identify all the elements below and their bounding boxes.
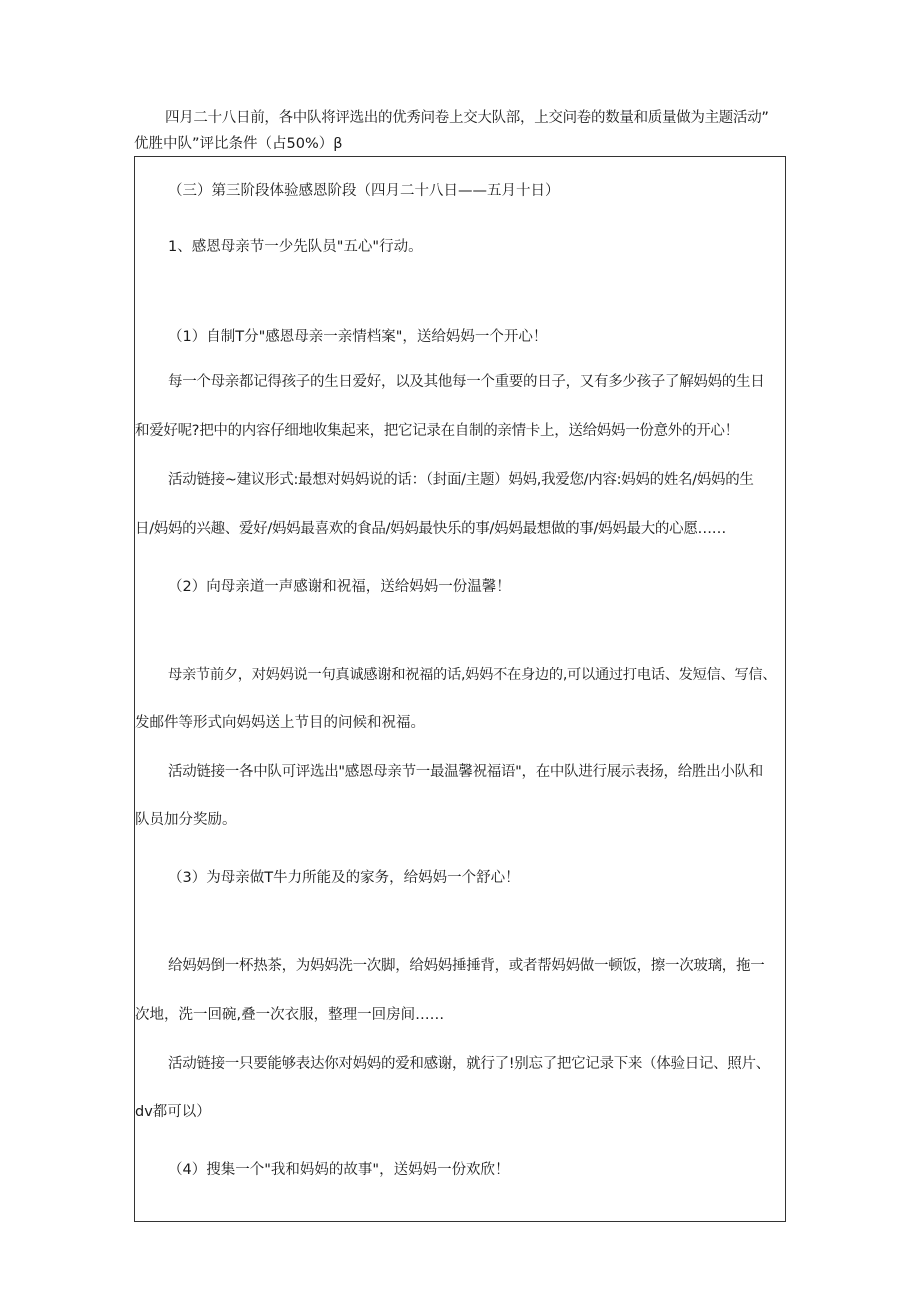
content-box — [134, 156, 786, 1222]
sub-2-para-line-1: 母亲节前夕，对妈妈说一句真诚感谢和祝福的话,妈妈不在身边的,可以通过打电话、发短信、写信、 — [168, 667, 777, 683]
sub-3-para-line-2: 次地，洗一回碗,叠一次衣服，整理一回房间…… — [135, 1007, 445, 1023]
sub-2-para-line-2: 发邮件等形式向妈妈送上节目的问候和祝福。 — [135, 715, 425, 731]
sub-3-title: （3）为母亲做T牛力所能及的家务，给妈妈一个舒心！ — [168, 870, 520, 886]
sub-4-title: （4）搜集一个"我和妈妈的故事"，送妈妈一份欢欣！ — [168, 1162, 510, 1178]
sub-1-link-line-2: 日/妈妈的兴趣、爱好/妈妈最喜欢的食品/妈妈最快乐的事/妈妈最想做的事/妈妈最大的心愿…… — [135, 521, 726, 537]
item-1-title: 1、感恩母亲节一少先队员"五心"行动。 — [168, 239, 423, 255]
sub-3-para-line-1: 给妈妈倒一杯热茶，为妈妈洗一次脚，给妈妈捶捶背，或者帮妈妈做一顿饭，擦一次玻璃，拖一 — [168, 958, 765, 974]
sub-2-link-line-2: 队员加分奖励。 — [135, 812, 237, 828]
sub-2-title: （2）向母亲道一声感谢和祝福，送给妈妈一份温馨！ — [168, 579, 511, 595]
section-heading: （三）第三阶段体验感恩阶段（四月二十八日——五月十日） — [168, 183, 560, 199]
sub-2-link-line-1: 活动链接一各中队可评选出"感恩母亲节一最温馨祝福语"，在中队进行展示表扬，给胜出小队和 — [168, 764, 763, 780]
sub-1-title: （1）自制T分"感恩母亲一亲情档案"，送给妈妈一个开心！ — [168, 329, 548, 345]
intro-line-1: 四月二十八日前，各中队将评选出的优秀问卷上交大队部，上交问卷的数量和质量做为主题活动” — [165, 110, 769, 126]
sub-3-link-line-1: 活动链接一只要能够表达你对妈妈的爱和感谢，就行了!别忘了把它记录下来（体验日记、照片、 — [168, 1056, 770, 1072]
intro-line-2: 优胜中队”评比条件（占50%）β — [134, 136, 343, 152]
sub-1-para-line-2: 和爱好呢?把中的内容仔细地收集起来，把它记录在自制的亲情卡上，送给妈妈一份意外的开心！ — [135, 423, 739, 439]
sub-3-link-line-2: dv都可以） — [135, 1104, 211, 1120]
sub-1-link-line-1: 活动链接~建议形式:最想对妈妈说的话：（封面/主题）妈妈,我爱您/内容:妈妈的姓名/妈妈的生 — [168, 472, 754, 488]
sub-1-para-line-1: 每一个母亲都记得孩子的生日爱好，以及其他每一个重要的日子，又有多少孩子了解妈妈的生日 — [168, 374, 765, 390]
